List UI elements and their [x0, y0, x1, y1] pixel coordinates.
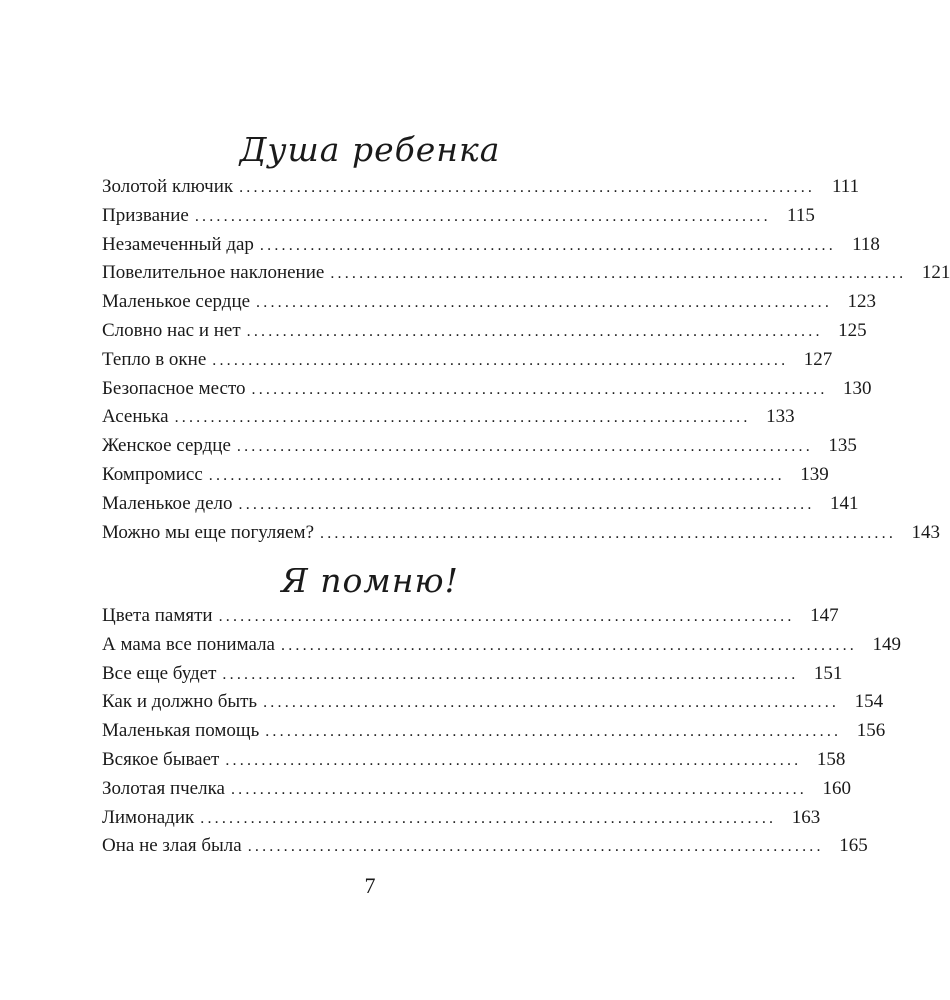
dot-leader: ................................................................................: [281, 636, 857, 654]
toc-entry-title: Золотая пчелка: [102, 777, 225, 799]
toc-list: [102, 602, 901, 861]
dot-leader: ................................................................................: [174, 409, 751, 427]
toc-entry-title: Лимонадик: [102, 806, 195, 828]
dot-leader: ................................................................................: [330, 265, 907, 283]
toc-entry: [102, 832, 868, 861]
dot-leader: ................................................................................: [208, 466, 785, 484]
toc-entry-page: 135: [828, 435, 857, 457]
dot-leader: ................................................................................: [200, 809, 777, 827]
toc-entry-page: 115: [787, 204, 815, 226]
toc-entry-page: 123: [847, 291, 877, 313]
toc-entry-title: Можно мы еще погуляем?: [102, 521, 315, 543]
toc-entry-title: Золотой ключик: [102, 176, 234, 197]
toc-entry-title: Асенька: [102, 406, 169, 428]
dot-leader: ................................................................................: [256, 294, 833, 312]
toc-entry: [102, 461, 829, 490]
dot-leader: ................................................................................: [222, 665, 799, 683]
section-title: Душа ребенка: [239, 130, 501, 169]
toc-entry: [102, 717, 886, 746]
toc-entry-page: 147: [810, 605, 839, 626]
toc-entry: [102, 231, 880, 260]
toc-entry: [102, 173, 860, 202]
toc-entry: [102, 688, 884, 717]
toc-entry: [102, 804, 821, 833]
toc-entry-page: 165: [839, 835, 868, 857]
toc-entry: [102, 775, 851, 804]
dot-leader: ................................................................................: [225, 751, 802, 769]
toc-list: [102, 173, 950, 547]
dot-leader: ................................................................................: [194, 207, 771, 225]
toc-entry-title: Все еще будет: [102, 662, 217, 684]
toc-entry-page: 118: [852, 233, 880, 255]
toc-entry: [102, 288, 877, 317]
toc-entry-page: 154: [854, 691, 884, 713]
toc-entry: [102, 259, 950, 288]
toc-entry-page: 127: [803, 348, 833, 370]
toc-entry-page: 121: [921, 262, 950, 284]
toc-entry: [102, 519, 941, 548]
toc-entry-page: 111: [832, 176, 860, 197]
dot-leader: ................................................................................: [230, 780, 807, 798]
toc-entry-page: 139: [800, 463, 829, 485]
toc-entry-title: Женское сердце: [102, 435, 231, 457]
toc-entry-page: 163: [791, 806, 821, 828]
toc-entry-title: Она не злая была: [102, 835, 242, 857]
dot-leader: ................................................................................: [265, 723, 842, 741]
dot-leader: ................................................................................: [320, 524, 897, 542]
toc-entry-page: 143: [911, 521, 941, 543]
page-number: 7: [364, 873, 376, 898]
toc-entry-title: Призвание: [102, 204, 189, 226]
toc-entry: [102, 375, 872, 404]
dot-leader: ................................................................................: [263, 694, 840, 712]
toc-entry-page: 149: [872, 633, 901, 655]
toc-entry-page: 125: [838, 319, 867, 341]
toc-entry: [102, 432, 857, 461]
toc-entry-page: 130: [843, 377, 872, 399]
toc-entry: [102, 660, 843, 689]
toc-entry: [102, 602, 839, 631]
dot-leader: ................................................................................: [236, 438, 813, 456]
dot-leader: ................................................................................: [246, 322, 823, 340]
toc-entry-title: Всякое бывает: [102, 748, 220, 770]
toc-entry: [102, 317, 867, 346]
dot-leader: ................................................................................: [238, 495, 815, 513]
toc-entry: [102, 490, 859, 519]
toc-entry-title: Как и должно быть: [102, 691, 258, 713]
toc-entry-title: Безопасное место: [102, 377, 246, 399]
toc-entry-page: 156: [856, 720, 886, 742]
dot-leader: ................................................................................: [218, 608, 795, 625]
dot-leader: ................................................................................: [251, 380, 828, 398]
toc-entry-title: Маленькая помощь: [102, 720, 260, 742]
toc-entry-title: Маленькое сердце: [102, 291, 251, 313]
toc-entry-title: Словно нас и нет: [102, 319, 241, 341]
dot-leader: ................................................................................: [247, 838, 824, 856]
section-title: Я помню!: [281, 561, 459, 600]
toc-entry-title: Повелительное наклонение: [102, 262, 325, 284]
toc-entry-title: А мама все понимала: [102, 633, 275, 655]
toc-entry: [102, 202, 815, 231]
toc-entry-page: 160: [822, 777, 851, 799]
toc-entry-title: Маленькое дело: [102, 492, 233, 514]
toc-entry: [102, 746, 846, 775]
toc-entry-page: 158: [816, 748, 846, 770]
toc-entry-page: 141: [830, 492, 859, 514]
toc-entry-title: Тепло в окне: [102, 348, 207, 370]
dot-leader: ................................................................................: [259, 236, 836, 254]
toc-entry: [102, 403, 795, 432]
toc-entry-title: Незамеченный дар: [102, 233, 254, 255]
toc-entry-title: Компромисс: [102, 463, 203, 485]
toc-entry-page: 133: [766, 406, 795, 428]
dot-leader: ................................................................................: [212, 351, 789, 369]
toc-entry-title: Цвета памяти: [102, 605, 213, 626]
dot-leader: ................................................................................: [239, 179, 816, 196]
toc-entry-page: 151: [813, 662, 843, 684]
toc-entry: [102, 631, 901, 660]
toc-entry: [102, 346, 833, 375]
